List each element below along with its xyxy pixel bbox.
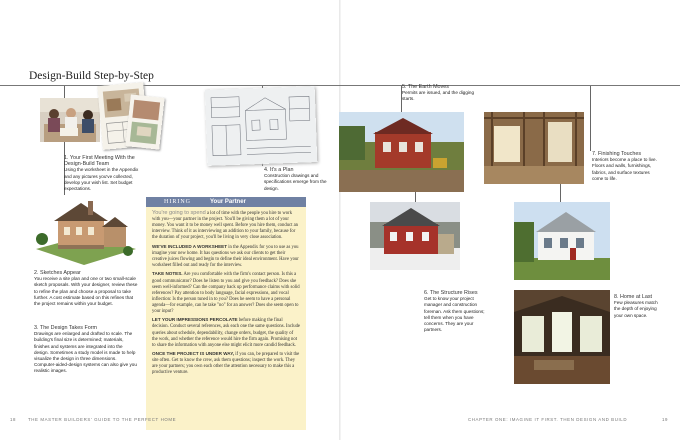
sidebar-header: [146, 197, 306, 207]
sidebar-paragraph-5: ONCE THE PROJECT IS UNDER WAY, if you can, be prepared to visit the site often. Get to know the crew, ask them questions; inspect the work. They are your partners; you own each other the attention necessary to make this a productive venture.: [152, 351, 300, 376]
step-5-caption: [402, 84, 478, 103]
step-2-body: You receive a site plan and one or two small-scale sketch proposals. With your designer, review these to refine the plan and choose a proposal to take further. A cost estimate based on this refines that the project remains within your budget.: [34, 276, 138, 307]
step-5-heading: 5. The Earth Moves: [402, 84, 449, 90]
page-number-left: 18: [10, 417, 17, 422]
blueprint-drawing: [205, 86, 318, 166]
step-6-caption: [424, 290, 488, 333]
step-6-heading: 6. The Structure Rises: [424, 290, 478, 296]
page-number-right: 19: [662, 417, 669, 422]
step-4-caption: [264, 167, 330, 192]
sidebar-paragraph-3: TAKE NOTES. Are you comfortable with the firm's contact person. Is this a good communicator? Does he listen to you and give you feedback? Does she seem well-informed? Can the company back up performance claims with solid references? Pay attention to body language, facial expressions, and vocal inflection: Is the person tuned in to you? Does he seem to have a personal agenda—for example, can he take "no" for an answer? Does she seem open to your input?: [152, 271, 300, 314]
step-8-caption: [614, 294, 660, 319]
connector-line-7: [590, 86, 591, 151]
step-1-body: Using the worksheet in the Appendix and any pictures you've collected, develop your wish list. Set budget expectations.: [64, 167, 139, 192]
step-3-caption: [34, 325, 138, 375]
sidebar-partner-label: Your Partner: [210, 199, 246, 205]
footer-right-text: CHAPTER ONE: IMAGINE IT FIRST. THEN DESIGN AND BUILD: [468, 417, 628, 422]
step-4-body: Construction drawings and specifications emerge from the design.: [264, 173, 327, 191]
book-gutter: [339, 0, 341, 440]
excavation-photo: [339, 112, 464, 192]
interior-framing-photo: [484, 112, 584, 184]
step-2-caption: [34, 270, 138, 307]
step-3-heading: 3. The Design Takes Form: [34, 325, 98, 331]
meeting-photo: [40, 98, 100, 142]
page-title: Design-Build Step-by-Step: [29, 70, 154, 82]
structure-photo: [370, 202, 460, 270]
sketch-card-2: [125, 94, 164, 149]
sidebar-hiring-label: HIRING: [164, 199, 191, 205]
step-7-body: Interiors become a place to live. Floors and walls, furnishings, fabrics, and surface textures come to life.: [592, 157, 657, 181]
footer-left-text: THE MASTER BUILDERS' GUIDE TO THE PERFECT HOME: [28, 417, 177, 422]
step-5-body: Permits are issued, and the digging starts.: [402, 90, 475, 102]
step-3-body: Drawings are enlarged and drafted to scale. The building's final size is determined; materials, finishes and systems are integrated into the design. Sometimes a study model is made to help visualize the design in three dimensions. Computer-aided-design systems can also give you realistic images.: [34, 331, 137, 374]
step-1-caption: [64, 155, 144, 192]
finished-home-photo: [514, 202, 610, 280]
sidebar-paragraph-2: WE'VE INCLUDED A WORKSHEET in the Appendix for you to use as you imagine your new home. It has questions we ask our clients to get their creative juices flowing and begin to define their ideal environment. Have your worksheet filled out and ready for the interview.: [152, 243, 299, 269]
sidebar-body: [152, 210, 300, 379]
step-6-body: Get to know your project manager and construction foreman. Ask them questions; tell them when you have concerns. They are your partners.: [424, 296, 485, 333]
house-render: [28, 195, 140, 269]
step-8-body: Few pleasures match the depth of enjoying your own space.: [614, 300, 658, 318]
step-7-caption: [592, 151, 662, 182]
sidebar-lead: You're going to spend: [152, 210, 206, 216]
sidebar-paragraph-4: LET YOUR IMPRESSIONS PERCOLATE before making the final decision. Conduct several references, ask each one the same questions. Include queries about schedule, dependability, change orders, budget, the quality of the work, and whether the reference would hire the firm again. Promising not to share the information with anyone else might elicit more candid feedback.: [152, 317, 300, 348]
step-4-heading: 4. It's a Plan: [264, 167, 294, 173]
step-1-heading: 1. Your First Meeting With the Design-Build Team: [64, 155, 135, 168]
step-2-heading: 2. Sketches Appear: [34, 270, 81, 276]
sidebar-paragraph-1: You're going to spend a lot of time with the people you hire to work with you—your partner in the project. You'll be giving them a lot of your money. You want it to be money well spent. Before you hire them, conduct an interview. Think of it as interviewing an addition to your family, because for the duration of your project, you'll be living in very close association.: [152, 210, 299, 241]
step-7-heading: 7. Finishing Touches: [592, 151, 642, 157]
step-8-heading: 8. Home at Last: [614, 294, 653, 300]
living-room-photo: [514, 290, 610, 384]
